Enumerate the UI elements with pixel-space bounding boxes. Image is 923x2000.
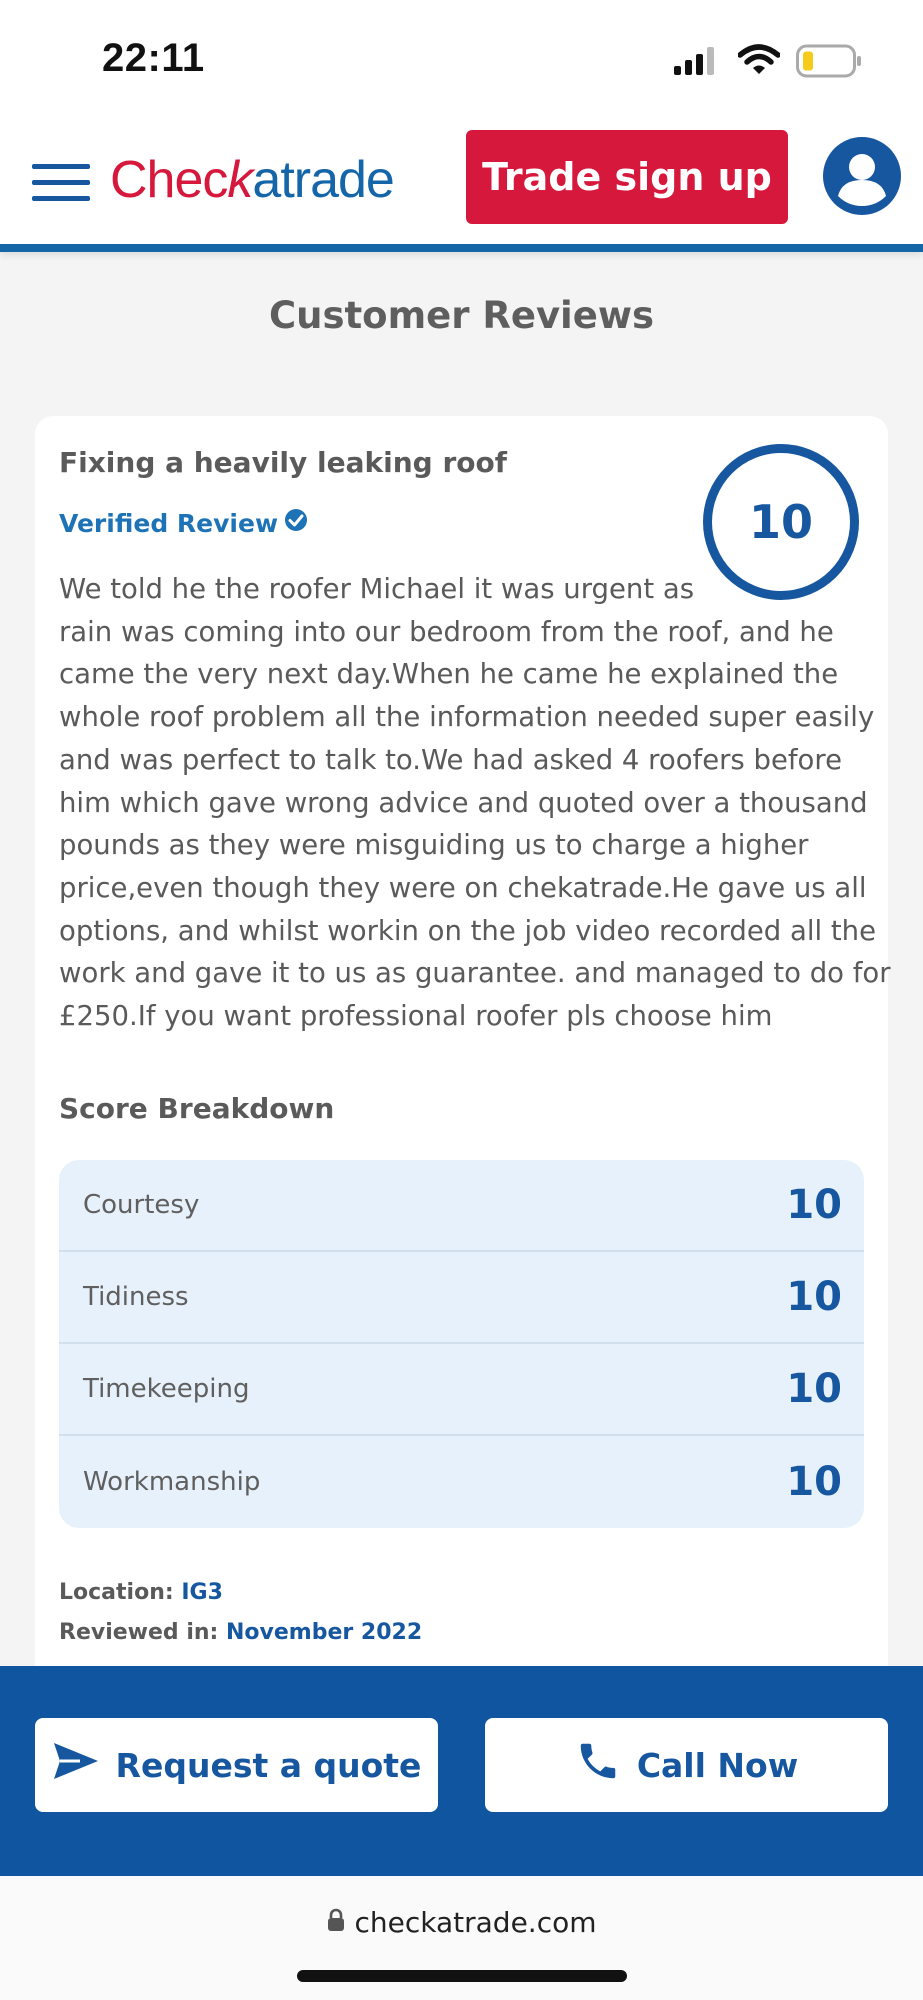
score-row-courtesy xyxy=(59,1160,864,1252)
lock-icon xyxy=(327,1906,345,1939)
location-value: IG3 xyxy=(181,1580,223,1605)
status-time: 22:11 xyxy=(102,36,205,80)
score-value: 10 xyxy=(786,1366,842,1412)
request-quote-button[interactable] xyxy=(35,1718,438,1812)
score-row-timekeeping xyxy=(59,1344,864,1436)
url-text: checkatrade.com xyxy=(354,1906,597,1939)
reviewed-in-value: November 2022 xyxy=(226,1620,423,1645)
phone-icon xyxy=(575,1738,621,1792)
cellular-signal-icon xyxy=(672,46,716,80)
review-text-line: options, and whilst workin on the job video recorded all the xyxy=(59,914,877,947)
reviewed-in-label: Reviewed in: xyxy=(59,1620,219,1645)
trade-sign-up-button[interactable]: Trade sign up xyxy=(466,130,788,224)
wifi-icon xyxy=(738,44,780,80)
url-display[interactable] xyxy=(0,1906,923,1939)
score-label: Timekeeping xyxy=(83,1374,250,1404)
score-breakdown-title: Score Breakdown xyxy=(59,1092,335,1125)
browser-url-bar[interactable] xyxy=(0,1876,923,2000)
review-text-line: £250.If you want professional roofer pls choose him xyxy=(59,1000,773,1033)
logo-text-part3: atrade xyxy=(252,151,394,209)
score-label: Workmanship xyxy=(83,1467,261,1497)
bottom-action-bar xyxy=(0,1666,923,1876)
status-bar xyxy=(0,0,923,120)
score-value: 10 xyxy=(786,1182,842,1228)
site-header xyxy=(0,120,923,252)
review-text-line: work and gave it to us as guarantee. and managed to do for xyxy=(59,957,891,990)
request-quote-label: Request a quote xyxy=(115,1745,422,1785)
hamburger-menu-icon[interactable] xyxy=(32,162,90,208)
review-text-line: came the very next day.When he came he explained the xyxy=(59,658,839,691)
logo-text-check-mark: k xyxy=(227,151,253,209)
verified-check-icon xyxy=(284,508,308,538)
send-icon xyxy=(52,1741,100,1789)
score-row-tidiness xyxy=(59,1252,864,1344)
review-card xyxy=(35,416,891,1716)
verified-review-label: Verified Review xyxy=(59,508,279,538)
review-text-line: him which gave wrong advice and quoted over a thousand xyxy=(59,786,868,819)
review-date xyxy=(59,1620,422,1645)
score-value: 10 xyxy=(786,1459,842,1505)
review-text-line: rain was coming into our bedroom from the roof, and he xyxy=(59,615,834,648)
review-body xyxy=(59,568,891,1038)
review-location xyxy=(59,1580,223,1605)
page-title: Customer Reviews xyxy=(268,294,655,337)
score-label: Tidiness xyxy=(83,1282,189,1312)
verified-review-badge xyxy=(59,508,308,538)
overall-score-badge: 10 xyxy=(703,444,859,600)
checkatrade-logo[interactable] xyxy=(110,150,394,210)
call-now-label: Call Now xyxy=(636,1745,799,1785)
review-text-line: We told he the roofer Michael it was urgent as xyxy=(59,573,695,605)
score-row-workmanship xyxy=(59,1436,864,1528)
score-label: Courtesy xyxy=(83,1190,200,1220)
review-title: Fixing a heavily leaking roof xyxy=(59,446,507,479)
score-breakdown-table xyxy=(59,1160,864,1528)
review-text-line: pounds as they were misguiding us to charge a higher xyxy=(59,829,809,862)
location-label: Location: xyxy=(59,1580,174,1605)
score-value: 10 xyxy=(786,1274,842,1320)
account-icon[interactable] xyxy=(822,136,902,220)
call-now-button[interactable] xyxy=(485,1718,888,1812)
review-text-line: whole roof problem all the information needed super easily xyxy=(59,701,875,734)
home-indicator[interactable] xyxy=(297,1970,627,1982)
battery-low-icon xyxy=(796,44,862,82)
logo-text-part1: Chec xyxy=(110,151,228,209)
review-text-line: price,even though they were on chekatrade.He gave us all xyxy=(59,871,867,904)
review-text-line: and was perfect to talk to.We had asked 4 roofers before xyxy=(59,743,842,776)
